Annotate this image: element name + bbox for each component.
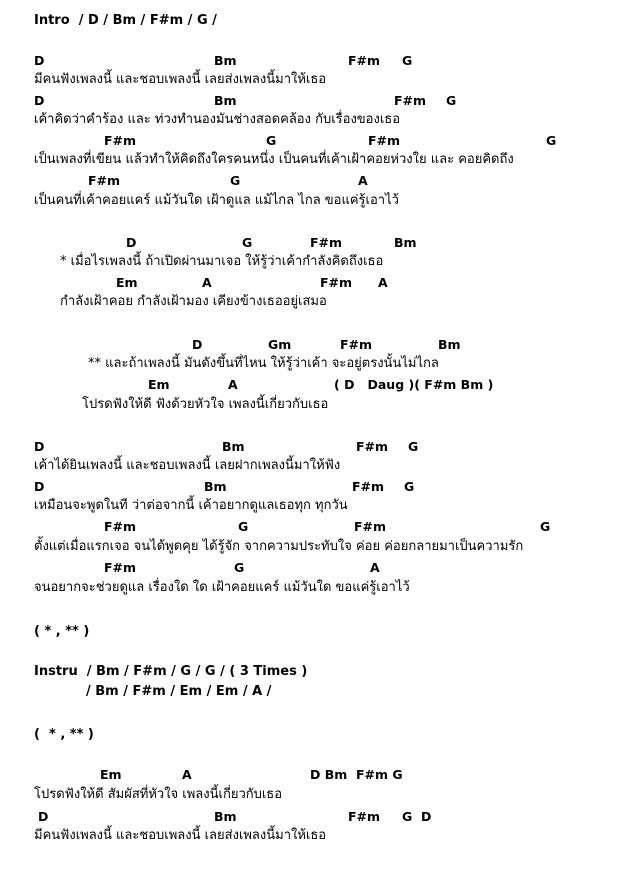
intro-line: Intro / D / Bm / F#m / G / xyxy=(34,13,217,28)
lyric-line: โปรดฟังให้ดี สัมผัสที่หัวใจ เพลงนี้เกี่ยวกับเธอ xyxy=(34,787,283,802)
chord: D xyxy=(38,809,49,824)
chord: Bm xyxy=(222,439,245,454)
chord: F#m xyxy=(354,519,387,534)
lyric-line: โปรดฟังให้ดี ฟังด้วยหัวใจ เพลงนี้เกี่ยวกับเธอ xyxy=(82,397,329,412)
chord: Bm xyxy=(214,93,237,108)
chord: G xyxy=(402,53,413,68)
chord: Em xyxy=(116,275,138,290)
chord: D xyxy=(34,439,45,454)
repeat-marker: ( * , ** ) xyxy=(34,624,90,639)
instrumental-line: / Bm / F#m / Em / Em / A / xyxy=(86,684,272,699)
chord: F#m xyxy=(352,479,385,494)
chord: F#m xyxy=(104,133,137,148)
chord: Bm xyxy=(394,235,417,250)
chord: G xyxy=(230,173,241,188)
chord: G xyxy=(540,519,551,534)
chord: D xyxy=(34,93,45,108)
chord: Em xyxy=(100,767,122,782)
chord: G xyxy=(234,560,245,575)
lyric-line: เค้าคิดว่าคำร้อง และ ท่วงทำนองมันช่างสอดคล้อง กับเรื่องของเธอ xyxy=(34,112,401,127)
chord: D xyxy=(192,337,203,352)
chord: F#m xyxy=(320,275,353,290)
chord: F#m xyxy=(348,809,381,824)
chord: Bm xyxy=(204,479,227,494)
chord: Bm xyxy=(214,53,237,68)
chord: D xyxy=(34,53,45,68)
chord: F#m xyxy=(104,560,137,575)
chord: Em xyxy=(148,377,170,392)
chord: G xyxy=(242,235,253,250)
chord: G D xyxy=(402,809,432,824)
lyric-line: ตั้งแต่เมื่อแรกเจอ จนได้พูดคุย ได้รู้จัก จากความประทับใจ ค่อย ค่อยกลายมาเป็นความรัก xyxy=(34,539,524,554)
chord: A xyxy=(370,560,380,575)
chord: F#m xyxy=(340,337,373,352)
lyric-line: เป็นคนที่เค้าคอยแคร์ แม้วันใด เฝ้าดูแล แม้ไกล ไกล ขอแค่รู้เอาไว้ xyxy=(34,193,399,208)
lyric-line: เค้าได้ยินเพลงนี้ และชอบเพลงนี้ เลยฝากเพลงนี้มาให้ฟัง xyxy=(34,458,341,473)
chord: D xyxy=(126,235,137,250)
lyric-line: จนอยากจะช่วยดูแล เรื่องใด ใด เฝ้าคอยแคร์ แม้วันใด ขอแค่รู้เอาไว้ xyxy=(34,580,410,595)
chord: G xyxy=(446,93,457,108)
chord: F#m xyxy=(104,519,137,534)
lyric-line: เหมือนจะพูดในที ว่าต่อจากนี้ เค้าอยากดูแลเธอทุก ทุกวัน xyxy=(34,498,348,513)
chord: F#m xyxy=(88,173,121,188)
chord: F#m xyxy=(368,133,401,148)
chord: G xyxy=(404,479,415,494)
chord: G xyxy=(238,519,249,534)
lyric-line: มีคนฟังเพลงนี้ และชอบเพลงนี้ เลยส่งเพลงนี้มาให้เธอ xyxy=(34,828,327,843)
chord: Gm xyxy=(268,337,292,352)
chord: Bm xyxy=(214,809,237,824)
chord: G xyxy=(266,133,277,148)
chord: A xyxy=(228,377,238,392)
chord: F#m xyxy=(394,93,427,108)
lyric-line: * เมื่อไรเพลงนี้ ถ้าเปิดผ่านมาเจอ ให้รู้ว่าเค้ากำลังคิดถึงเธอ xyxy=(60,254,384,269)
chord: F#m xyxy=(348,53,381,68)
chord: ( D Daug )( F#m Bm ) xyxy=(334,377,494,392)
chord: D Bm F#m G xyxy=(310,767,403,782)
lyric-line: ** และถ้าเพลงนี้ มันดังขึ้นที่ไหน ให้รู้ว่าเค้า จะอยู่ตรงนั้นไม่ไกล xyxy=(88,356,439,371)
lyric-line: เป็นเพลงที่เขียน แล้วทำให้คิดถึงใครคนหนึ่ง เป็นคนที่เค้าเฝ้าคอยห่วงใย และ คอยคิดถึง xyxy=(34,152,514,167)
instrumental-line: Instru / Bm / F#m / G / G / ( 3 Times ) xyxy=(34,664,308,679)
chord: F#m xyxy=(356,439,389,454)
lyric-line: มีคนฟังเพลงนี้ และชอบเพลงนี้ เลยส่งเพลงนี้มาให้เธอ xyxy=(34,72,327,87)
chord: A xyxy=(182,767,192,782)
chord: Bm xyxy=(438,337,461,352)
repeat-marker: ( * , ** ) xyxy=(34,727,94,742)
chord: A xyxy=(358,173,368,188)
chord: D xyxy=(34,479,45,494)
chord: A xyxy=(378,275,388,290)
chord: A xyxy=(202,275,212,290)
chord: G xyxy=(408,439,419,454)
lyric-line: กำลังเฝ้าคอย กำลังเฝ้ามอง เคียงข้างเธออยู่เสมอ xyxy=(60,294,327,309)
chord: G xyxy=(546,133,557,148)
chord: F#m xyxy=(310,235,343,250)
